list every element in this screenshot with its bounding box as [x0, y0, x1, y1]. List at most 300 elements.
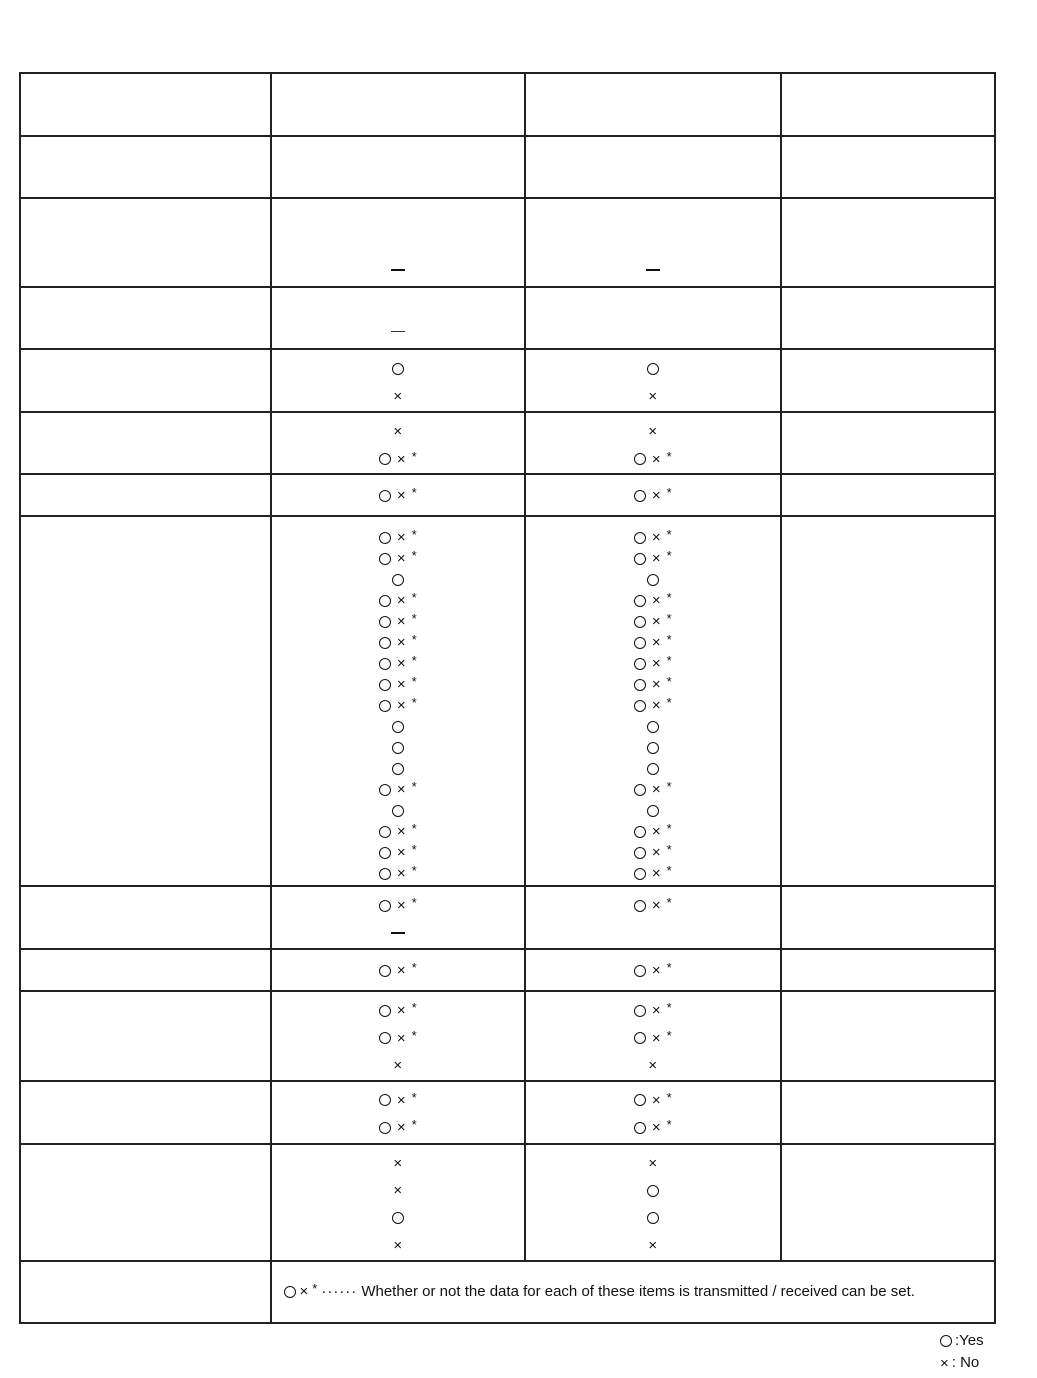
circle-icon — [634, 595, 646, 607]
settings-table — [19, 72, 996, 1324]
asterisk-icon: * — [666, 895, 672, 911]
receive-cell — [525, 73, 781, 136]
remarks-cell — [781, 136, 995, 198]
receive-cell — [525, 198, 781, 287]
mark-list — [272, 475, 525, 506]
no-mark — [393, 1177, 402, 1205]
settable-mark — [634, 485, 672, 506]
no-mark — [648, 1150, 657, 1178]
circle-icon — [379, 868, 391, 880]
mark-list — [526, 137, 780, 147]
circle-icon — [634, 490, 646, 502]
settable-mark — [634, 527, 672, 548]
cross-icon: × — [396, 962, 406, 979]
circle-icon — [379, 616, 391, 628]
remarks-cell — [781, 516, 995, 886]
mark-list — [272, 350, 525, 410]
mark-list — [526, 950, 780, 981]
cross-icon: × — [393, 1182, 403, 1200]
asterisk-icon: * — [411, 863, 417, 878]
yes-mark — [647, 1177, 659, 1205]
asterisk-icon: * — [666, 674, 672, 689]
circle-icon — [634, 784, 646, 796]
yes-mark — [392, 800, 404, 821]
asterisk-icon: * — [411, 653, 417, 668]
not-applicable-mark — [391, 259, 405, 280]
asterisk-icon: * — [411, 1117, 417, 1133]
cross-icon: × — [651, 697, 661, 714]
yes-mark — [392, 569, 404, 590]
cross-icon: × — [648, 387, 658, 405]
settable-mark — [634, 863, 672, 884]
receive-cell — [525, 949, 781, 991]
settable-mark — [634, 1025, 672, 1053]
settable-mark — [379, 653, 417, 674]
cross-icon: × — [393, 1154, 403, 1172]
asterisk-icon: * — [411, 1000, 417, 1016]
no-mark — [648, 383, 657, 411]
cross-icon: × — [651, 1002, 661, 1020]
circle-icon — [379, 595, 391, 607]
circle-icon — [940, 1335, 952, 1347]
asterisk-icon: * — [666, 611, 672, 626]
table-row — [20, 474, 995, 516]
no-mark — [648, 1052, 657, 1080]
transmit-cell — [271, 198, 526, 287]
cross-icon: × — [648, 423, 658, 441]
table-row — [20, 412, 995, 474]
cross-icon: × — [651, 781, 661, 798]
circle-icon — [634, 616, 646, 628]
circle-icon — [634, 847, 646, 859]
cross-icon: × — [396, 529, 406, 546]
legend-yes — [940, 1330, 984, 1352]
receive-cell — [525, 136, 781, 198]
mark-list — [526, 1082, 780, 1142]
circle-icon — [379, 532, 391, 544]
item-cell — [20, 991, 271, 1081]
circle-icon — [634, 700, 646, 712]
item-cell — [20, 412, 271, 474]
cross-icon: × — [651, 1091, 661, 1109]
yes-mark — [647, 800, 659, 821]
settable-mark — [379, 446, 417, 474]
table-row — [20, 886, 995, 949]
circle-icon — [647, 721, 659, 733]
circle-icon — [379, 1094, 391, 1106]
transmit-cell — [271, 474, 526, 516]
mark-list — [526, 887, 780, 920]
transmit-cell — [271, 1081, 526, 1144]
mark-list — [272, 1082, 525, 1142]
settable-mark — [379, 674, 417, 695]
cross-icon: × — [396, 865, 406, 882]
transmit-cell — [271, 991, 526, 1081]
transmit-cell — [271, 886, 526, 949]
yes-mark — [392, 355, 404, 383]
receive-cell — [525, 991, 781, 1081]
mark-list — [526, 992, 780, 1080]
mark-list — [272, 413, 525, 473]
table-row — [20, 991, 995, 1081]
circle-icon — [634, 868, 646, 880]
remarks-cell — [781, 1081, 995, 1144]
cross-icon: × — [651, 1029, 661, 1047]
circle-icon — [379, 847, 391, 859]
circle-icon — [647, 1212, 659, 1224]
settable-mark — [379, 1114, 417, 1142]
mark-list — [526, 475, 780, 506]
cross-icon: × — [651, 529, 661, 546]
cross-icon: × — [396, 1002, 406, 1020]
yes-mark — [647, 737, 659, 758]
legend — [940, 1330, 984, 1374]
no-mark — [393, 1052, 402, 1080]
mark-list — [272, 1145, 525, 1260]
circle-icon — [634, 453, 646, 465]
asterisk-icon: * — [411, 485, 417, 500]
asterisk-icon: * — [666, 1089, 672, 1105]
circle-icon — [634, 965, 646, 977]
cross-icon: × — [396, 697, 406, 714]
transmit-cell — [271, 516, 526, 886]
remarks-cell — [781, 1144, 995, 1261]
asterisk-icon: * — [312, 1281, 318, 1296]
table-row — [20, 516, 995, 886]
table-row — [20, 198, 995, 287]
settable-mark — [379, 1087, 417, 1115]
mark-list — [526, 350, 780, 410]
circle-icon — [379, 784, 391, 796]
asterisk-icon: * — [666, 842, 672, 857]
settable-mark — [634, 446, 672, 474]
remarks-cell — [781, 474, 995, 516]
item-cell — [20, 1261, 271, 1323]
settable-mark — [634, 590, 672, 611]
asterisk-icon: * — [411, 527, 417, 542]
remarks-cell — [781, 198, 995, 287]
circle-icon — [647, 763, 659, 775]
cross-icon: × — [396, 676, 406, 693]
not-applicable-mark — [646, 259, 660, 280]
cross-icon: × — [648, 1154, 658, 1172]
item-cell — [20, 886, 271, 949]
cross-icon: × — [396, 634, 406, 651]
settable-mark — [379, 997, 417, 1025]
cross-icon: × — [651, 613, 661, 630]
cross-icon: × — [396, 450, 406, 468]
cross-icon: × — [651, 897, 661, 915]
settable-mark — [379, 485, 417, 506]
asterisk-icon: * — [666, 1117, 672, 1133]
cross-icon: × — [651, 962, 661, 979]
settable-mark — [634, 632, 672, 653]
cross-icon: × — [651, 634, 661, 651]
mark-list — [526, 413, 780, 473]
cross-icon: × — [396, 823, 406, 840]
yes-mark — [392, 758, 404, 779]
asterisk-icon: * — [411, 1089, 417, 1105]
legend-no — [940, 1352, 984, 1374]
receive-cell — [525, 516, 781, 886]
asterisk-icon: * — [411, 695, 417, 710]
note — [284, 1283, 995, 1300]
cross-icon: × — [651, 487, 661, 504]
circle-icon — [392, 721, 404, 733]
remarks-cell — [781, 412, 995, 474]
asterisk-icon: * — [411, 674, 417, 689]
cross-icon: × — [651, 655, 661, 672]
item-cell — [20, 349, 271, 412]
yes-mark — [392, 1205, 404, 1233]
cross-icon: × — [396, 487, 406, 504]
circle-icon — [647, 742, 659, 754]
table-row — [20, 1144, 995, 1261]
cross-icon: × — [651, 823, 661, 840]
cross-icon: × — [396, 1029, 406, 1047]
receive-cell — [525, 886, 781, 949]
circle-icon — [379, 1032, 391, 1044]
yes-mark — [392, 737, 404, 758]
receive-cell — [525, 474, 781, 516]
settable-mark — [379, 632, 417, 653]
asterisk-icon: * — [411, 779, 417, 794]
not-applicable-mark — [391, 321, 405, 342]
settable-mark — [379, 611, 417, 632]
circle-icon — [647, 1185, 659, 1197]
no-mark — [393, 418, 402, 446]
asterisk-icon: * — [666, 960, 672, 975]
mark-list — [272, 887, 525, 947]
item-cell — [20, 949, 271, 991]
legend-yes-label: :Yes — [955, 1332, 984, 1349]
asterisk-icon: * — [666, 448, 672, 464]
asterisk-icon: * — [411, 1027, 417, 1043]
cross-icon: × — [396, 655, 406, 672]
item-cell — [20, 1081, 271, 1144]
no-mark — [393, 1150, 402, 1178]
asterisk-icon: * — [411, 632, 417, 647]
transmit-cell — [271, 287, 526, 349]
asterisk-icon: * — [666, 548, 672, 563]
table-row — [20, 136, 995, 198]
settable-mark — [379, 842, 417, 863]
settable-mark — [379, 892, 417, 920]
asterisk-icon: * — [666, 590, 672, 605]
circle-icon — [634, 532, 646, 544]
settable-mark — [379, 960, 417, 981]
asterisk-icon: * — [666, 779, 672, 794]
remarks-cell — [781, 949, 995, 991]
yes-mark — [647, 758, 659, 779]
note-row — [20, 1261, 995, 1323]
dash-icon — [391, 331, 405, 332]
item-cell — [20, 1144, 271, 1261]
settable-mark — [634, 1114, 672, 1142]
settable-mark — [379, 695, 417, 716]
table-row — [20, 287, 995, 349]
transmit-cell — [271, 1144, 526, 1261]
table-row — [20, 73, 995, 136]
circle-icon — [634, 1094, 646, 1106]
transmit-cell — [271, 349, 526, 412]
circle-icon — [379, 679, 391, 691]
circle-icon — [284, 1286, 296, 1298]
table-row — [20, 1081, 995, 1144]
circle-icon — [379, 553, 391, 565]
circle-icon — [379, 490, 391, 502]
circle-icon — [379, 658, 391, 670]
dash-icon — [646, 269, 660, 271]
asterisk-icon: * — [411, 842, 417, 857]
settable-mark — [634, 997, 672, 1025]
settable-mark — [379, 1025, 417, 1053]
circle-icon — [634, 637, 646, 649]
circle-icon — [634, 826, 646, 838]
transmit-cell — [271, 949, 526, 991]
asterisk-icon: * — [411, 548, 417, 563]
asterisk-icon: * — [666, 527, 672, 542]
settable-mark — [634, 653, 672, 674]
circle-icon — [379, 637, 391, 649]
circle-icon — [634, 553, 646, 565]
mark-list — [272, 517, 525, 884]
settable-mark — [634, 892, 672, 920]
circle-icon — [379, 826, 391, 838]
cross-icon: × — [396, 897, 406, 915]
cross-icon: × — [393, 387, 403, 405]
cross-icon: × — [396, 781, 406, 798]
circle-icon — [647, 363, 659, 375]
cross-icon: × — [651, 592, 661, 609]
no-mark — [648, 1232, 657, 1260]
mark-list — [272, 199, 525, 280]
not-applicable-mark — [391, 920, 405, 948]
transmit-cell — [271, 136, 526, 198]
asterisk-icon: * — [666, 653, 672, 668]
mark-list — [272, 992, 525, 1080]
table-row — [20, 349, 995, 412]
circle-icon — [392, 363, 404, 375]
mark-list — [526, 517, 780, 884]
settable-mark — [634, 960, 672, 981]
yes-mark — [392, 716, 404, 737]
remarks-cell — [781, 886, 995, 949]
mark-list — [526, 74, 780, 84]
circle-icon — [634, 1005, 646, 1017]
asterisk-icon: * — [411, 821, 417, 836]
cross-icon: × — [651, 1119, 661, 1137]
asterisk-icon: * — [666, 485, 672, 500]
yes-mark — [647, 355, 659, 383]
circle-icon — [379, 453, 391, 465]
remarks-cell — [781, 73, 995, 136]
mark-list — [526, 199, 780, 280]
circle-icon — [379, 900, 391, 912]
asterisk-icon: * — [666, 821, 672, 836]
cross-icon: × — [651, 450, 661, 468]
circle-icon — [647, 574, 659, 586]
cross-icon: × — [396, 1119, 406, 1137]
settable-mark — [634, 674, 672, 695]
yes-mark — [647, 716, 659, 737]
circle-icon — [392, 1212, 404, 1224]
leader-dots: ······ — [321, 1283, 358, 1300]
note-text: Whether or not the data for each of these items is transmitted / received can be set. — [361, 1283, 915, 1300]
mark-list — [272, 950, 525, 981]
settable-mark — [634, 842, 672, 863]
cross-icon: × — [651, 865, 661, 882]
settable-mark — [634, 779, 672, 800]
settable-mark — [634, 821, 672, 842]
dash-icon — [391, 269, 405, 271]
asterisk-icon: * — [666, 632, 672, 647]
asterisk-icon: * — [411, 611, 417, 626]
dash-icon — [391, 932, 405, 934]
receive-cell — [525, 412, 781, 474]
settable-mark — [379, 779, 417, 800]
receive-cell — [525, 1081, 781, 1144]
item-cell — [20, 136, 271, 198]
circle-icon — [647, 805, 659, 817]
cross-icon: × — [396, 550, 406, 567]
cross-icon: × — [648, 1237, 658, 1255]
circle-icon — [392, 574, 404, 586]
mark-list — [272, 74, 525, 84]
no-mark — [648, 418, 657, 446]
settable-mark — [379, 590, 417, 611]
item-cell — [20, 287, 271, 349]
cross-icon: × — [393, 423, 403, 441]
circle-icon — [379, 1005, 391, 1017]
mark-list — [272, 137, 525, 147]
cross-icon: × — [396, 613, 406, 630]
receive-cell — [525, 287, 781, 349]
settable-mark — [379, 527, 417, 548]
cross-icon: × — [393, 1057, 403, 1075]
transmit-cell — [271, 412, 526, 474]
no-mark — [393, 1232, 402, 1260]
mark-list — [272, 288, 525, 342]
circle-icon — [634, 679, 646, 691]
circle-icon — [392, 763, 404, 775]
asterisk-icon: * — [411, 590, 417, 605]
legend-no-label: : No — [951, 1354, 980, 1371]
asterisk-icon: * — [411, 895, 417, 911]
transmit-cell — [271, 73, 526, 136]
note-cell — [271, 1261, 996, 1323]
item-cell — [20, 516, 271, 886]
asterisk-icon: * — [411, 960, 417, 975]
cross-icon: × — [648, 1057, 658, 1075]
settable-mark — [634, 611, 672, 632]
circle-icon — [634, 900, 646, 912]
circle-icon — [379, 1122, 391, 1134]
settable-mark — [379, 863, 417, 884]
cross-icon: × — [396, 844, 406, 861]
remarks-cell — [781, 991, 995, 1081]
circle-icon — [379, 965, 391, 977]
cross-icon: × — [396, 592, 406, 609]
circle-icon — [392, 742, 404, 754]
settable-mark — [634, 548, 672, 569]
cross-icon: × — [651, 676, 661, 693]
asterisk-icon: * — [666, 1027, 672, 1043]
item-cell — [20, 474, 271, 516]
yes-mark — [647, 1205, 659, 1233]
mark-list — [526, 288, 780, 321]
circle-icon — [634, 1032, 646, 1044]
